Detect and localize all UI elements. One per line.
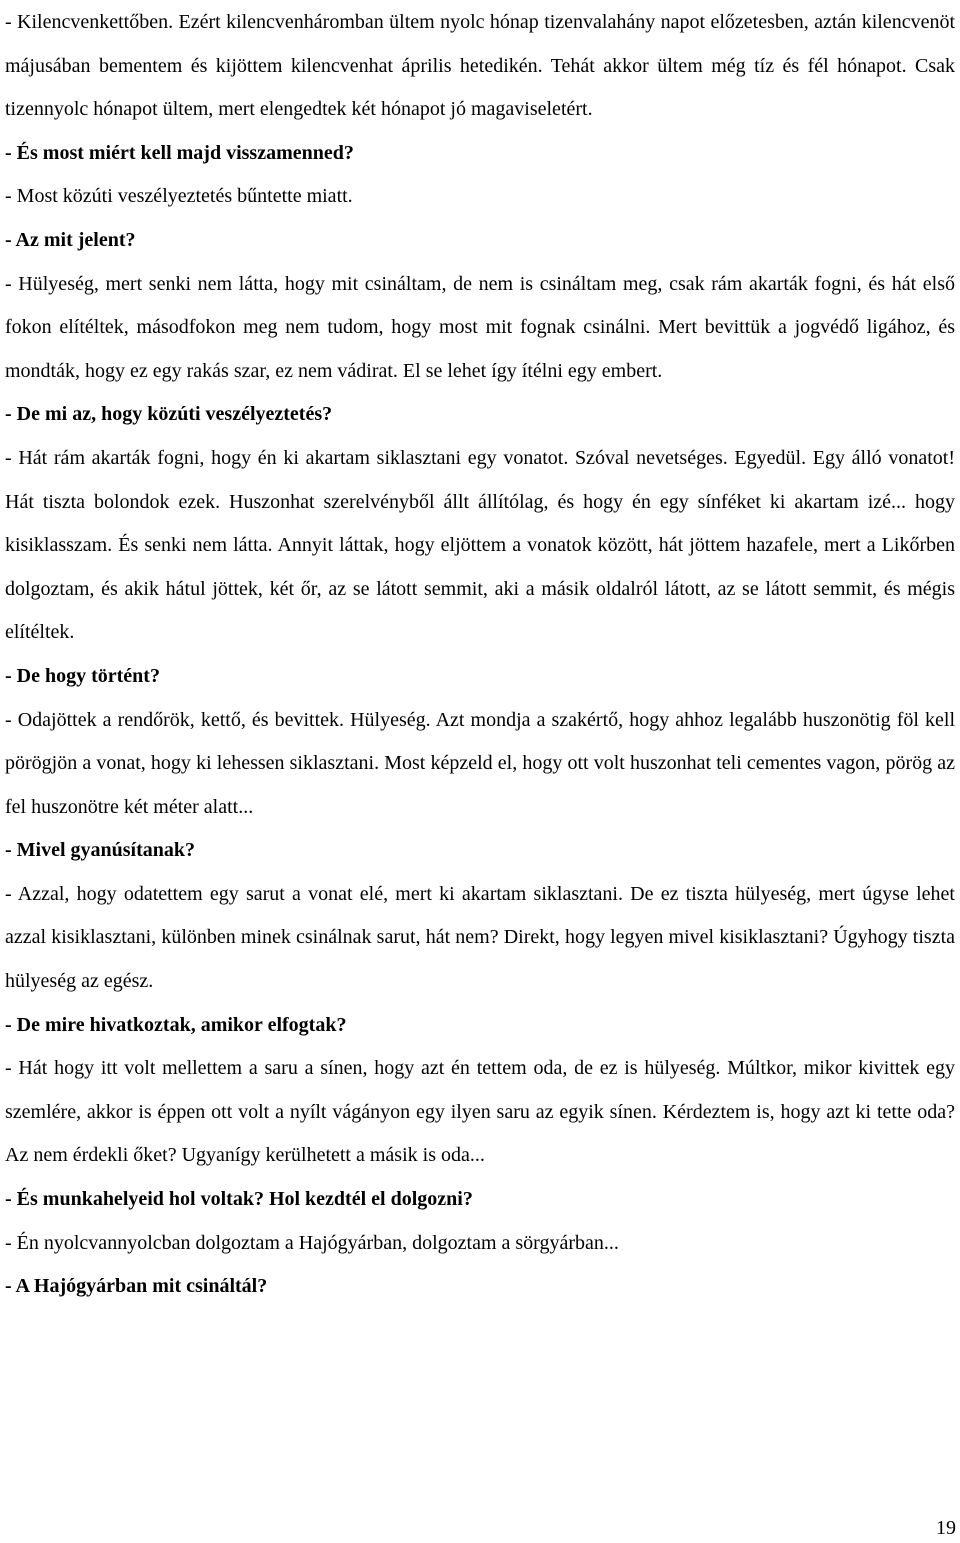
document-page [5, 1, 955, 1309]
question-paragraph: - De mire hivatkoztak, amikor elfogtak? [5, 1013, 347, 1036]
question-paragraph: - De mi az, hogy közúti veszélyeztetés? [5, 403, 333, 426]
answer-paragraph: - Azzal, hogy odatettem egy sarut a vonat elé, mert ki akartam siklasztani. De ez tiszta hülyeség, mert úgyse lehet azzal kisiklasztani, különben minek csinálnak sarut, hát nem? Direkt, hogy legyen mivel kisiklasztani? Úgyhogy tiszta hülyeség az egész. [5, 882, 955, 993]
answer-paragraph: - Kilencvenkettőben. Ezért kilencvenháromban ültem nyolc hónap tizenvalahány napot előzetesben, aztán kilencvenöt májusában bementem és kijöttem kilencvenhat április hetedikén. Tehát akkor ültem még tíz és fél hónapot. Csak tizennyolc hónapot ültem, mert elengedtek két hónapot jó magaviseletért. [5, 11, 955, 121]
answer-paragraph: - Hát hogy itt volt mellettem a saru a sínen, hogy azt én tettem oda, de ez is hülyeség. Múltkor, mikor kivittek egy szemlére, akkor is éppen ott volt a nyílt vágányon egy ilyen saru az egyik sínen. Kérdeztem is, hogy azt ki tette oda? Az nem érdekli őket? Ugyanígy kerülhetett a másik is oda... [5, 1057, 955, 1167]
question-paragraph: - Mivel gyanúsítanak? [5, 839, 196, 862]
answer-paragraph: - Most közúti veszélyeztetés bűntette miatt. [5, 185, 353, 208]
answer-paragraph: - Odajöttek a rendőrök, kettő, és bevittek. Hülyeség. Azt mondja a szakértő, hogy ahhoz legalább huszonötig föl kell pörögjön a vonat, hogy ki lehessen siklasztani. Most képzeld el, hogy ott volt huszonhat teli cementes vagon, pörög az fel huszonötre két méter alatt... [5, 708, 955, 818]
answer-paragraph: - Hát rám akarták fogni, hogy én ki akartam siklasztani egy vonatot. Szóval nevetséges. Egyedül. Egy álló vonatot! Hát tiszta bolondok ezek. Huszonhat szerelvényből állt állítólag, és hogy én egy sínféket ki akartam izé... hogy kisiklasszam. És senki nem látta. Annyit láttak, hogy eljöttem a vonatok között, hát jöttem hazafele, mert a Likőrben dolgoztam, és akik hátul jöttek, két őr, az se látott semmit, aki a másik oldalról látott, az se látott semmit, és mégis elítéltek. [5, 446, 955, 644]
answer-paragraph: - Hülyeség, mert senki nem látta, hogy mit csináltam, de nem is csináltam meg, csak rám akarták fogni, és hát első fokon elítéltek, másodfokon meg nem tudom, hogy most mit fognak csinálni. Mert bevittük a jogvédő ligához, és mondták, hogy ez egy rakás szar, ez nem vádirat. El se lehet így ítélni egy embert. [5, 272, 955, 382]
answer-paragraph: - Én nyolcvannyolcban dolgoztam a Hajógyárban, dolgoztam a sörgyárban... [5, 1231, 619, 1254]
question-paragraph: - Az mit jelent? [5, 228, 136, 251]
question-paragraph: - De hogy történt? [5, 664, 160, 687]
question-paragraph: - És most miért kell majd visszamenned? [5, 141, 354, 164]
page-number: 19 [936, 1517, 956, 1539]
question-paragraph: - A Hajógyárban mit csináltál? [5, 1275, 268, 1298]
question-paragraph: - És munkahelyeid hol voltak? Hol kezdtél el dolgozni? [5, 1188, 473, 1211]
